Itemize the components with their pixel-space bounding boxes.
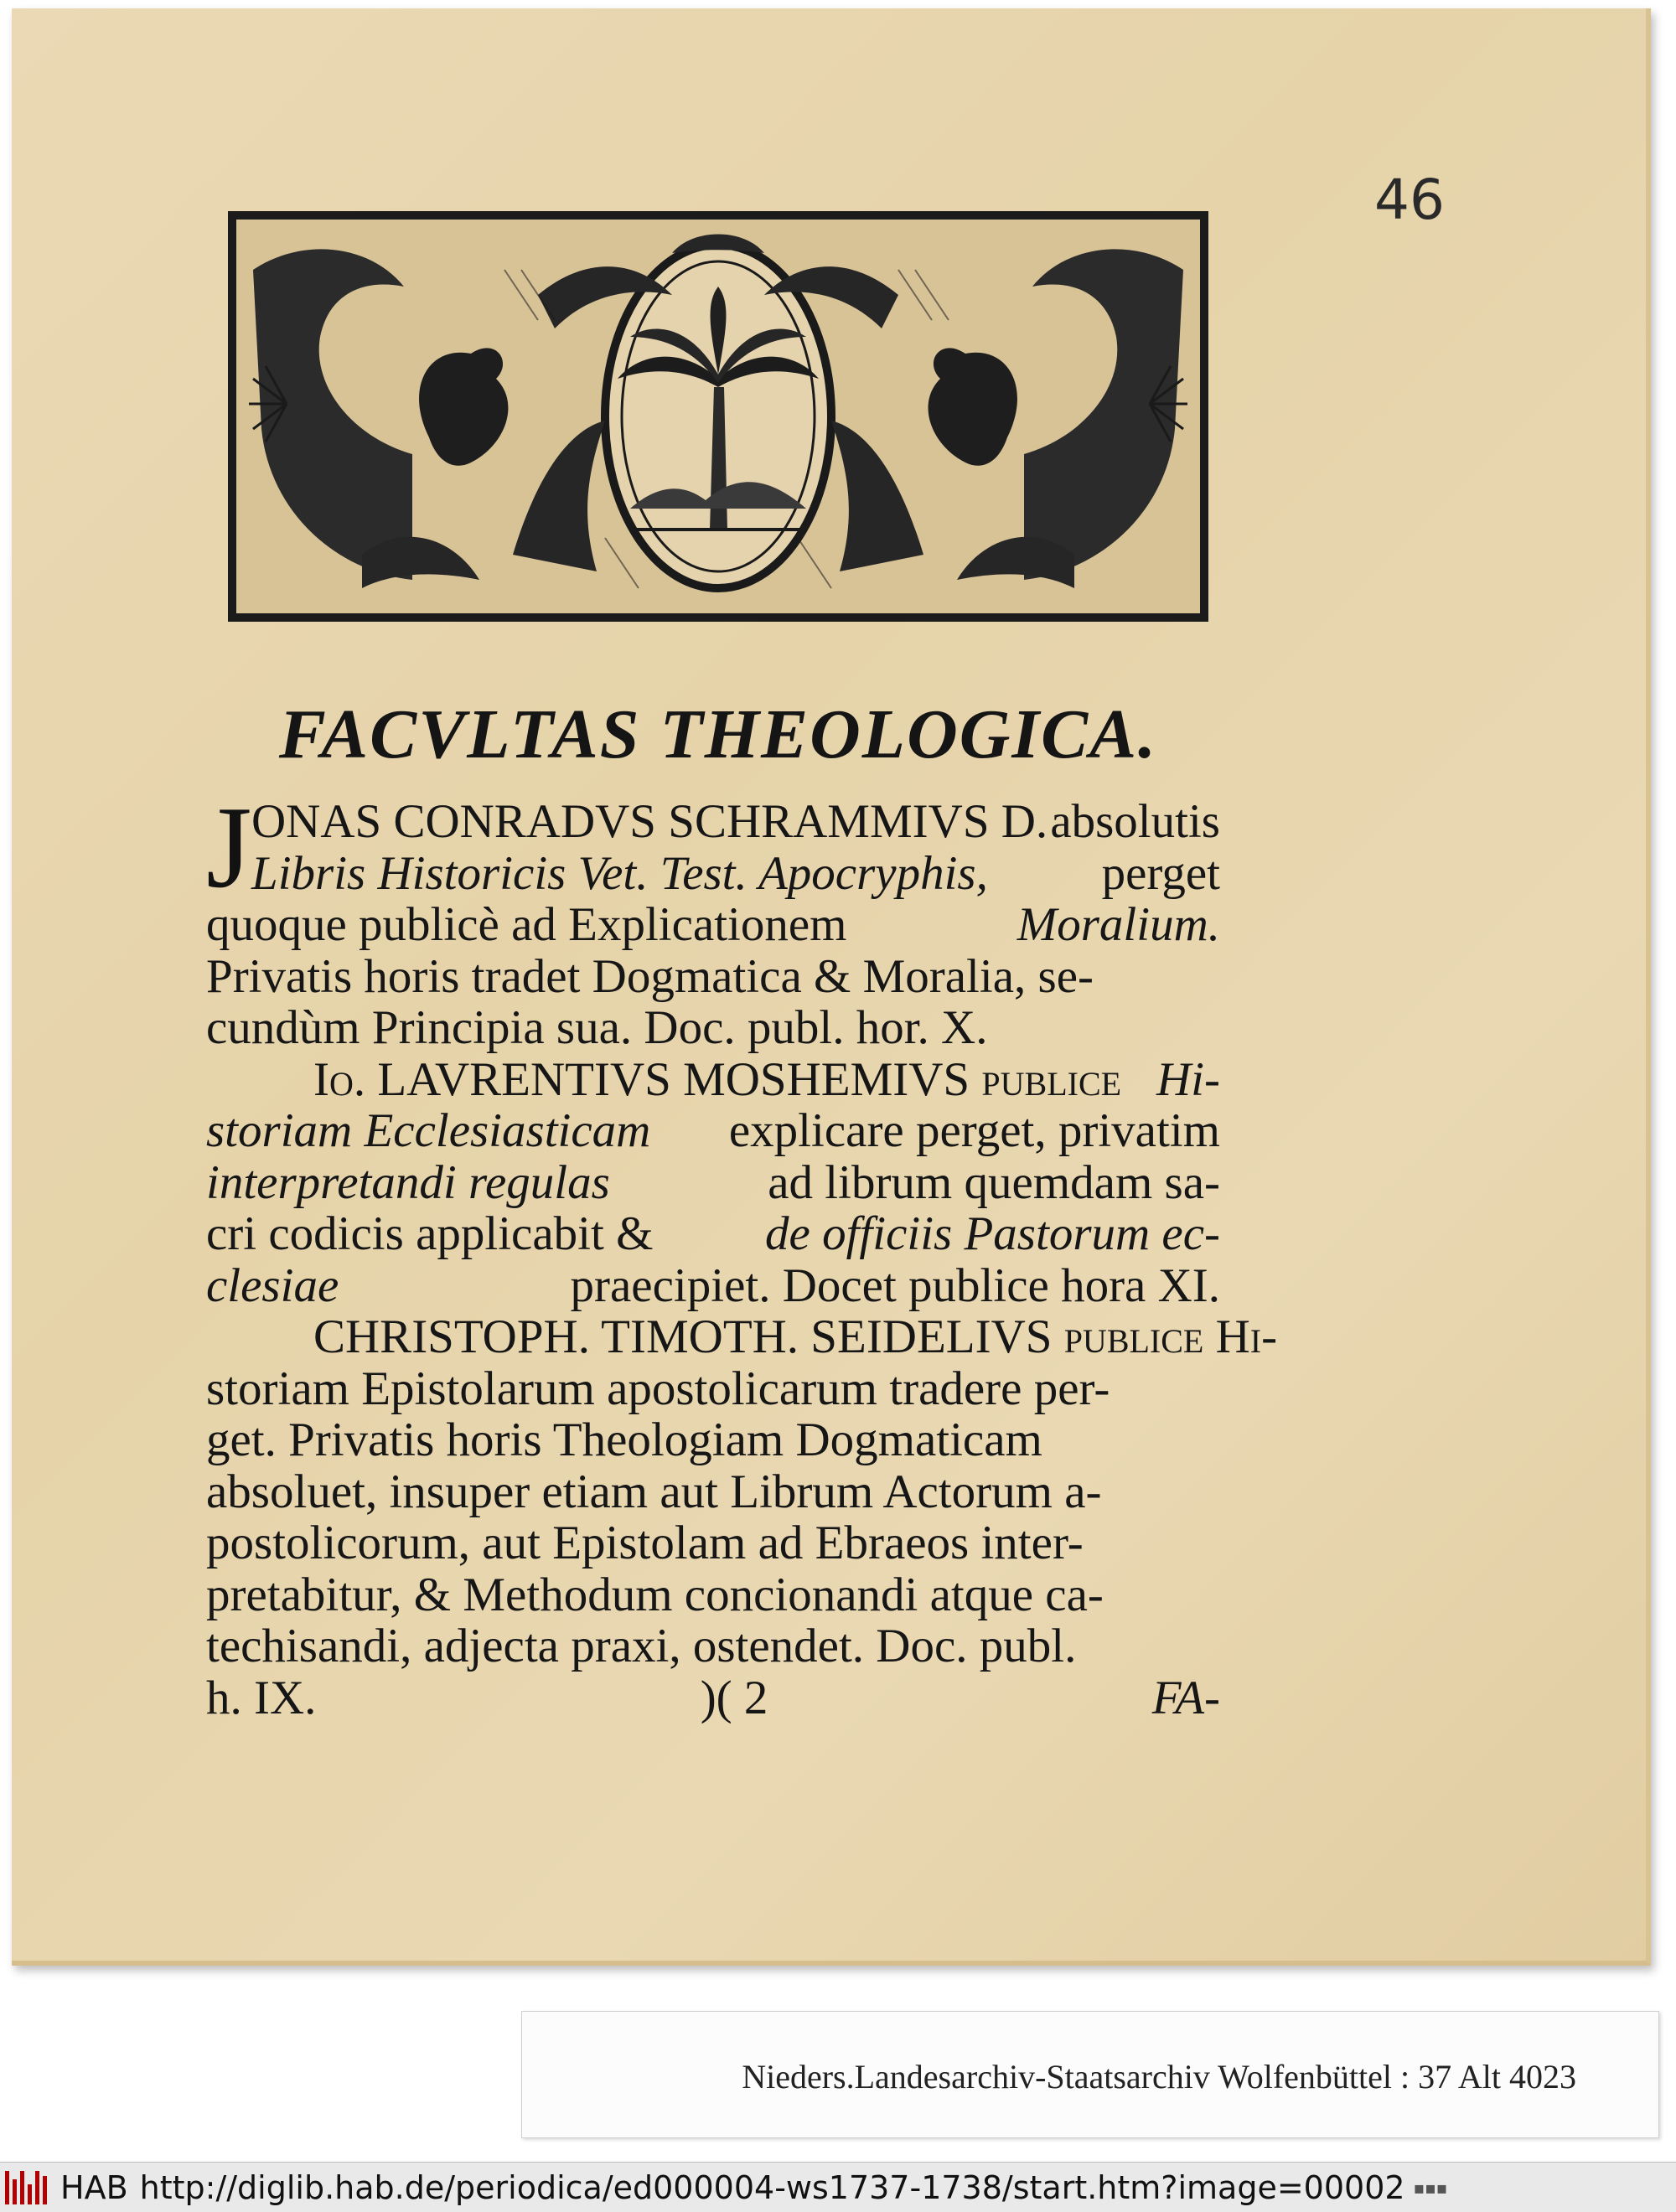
text-segment: pretabitur, & Methodum concionandi atque ca- — [206, 1568, 1104, 1621]
text-segment: CHRISTOPH. TIMOTH. SEIDELIVS publice Hi- — [313, 1310, 1278, 1363]
text-segment: explicare perget, privatim — [728, 1104, 1220, 1157]
text-segment: Libris Historicis Vet. Test. Apocryphis, — [251, 846, 988, 900]
text-line-12 — [206, 1363, 1220, 1415]
text-line-17 — [206, 1620, 1220, 1672]
text-line-14 — [206, 1466, 1220, 1518]
signature-mark: )( 2 — [700, 1671, 768, 1724]
text-segment: absolutis — [1050, 795, 1220, 848]
text-line-16 — [206, 1569, 1220, 1621]
text-segment: interpretandi regulas — [206, 1155, 610, 1209]
text-segment: get. Privatis horis Theologiam Dogmaticam — [206, 1414, 1042, 1466]
text-line-13 — [206, 1414, 1220, 1466]
text-segment: quoque publicè ad Explicationem — [206, 898, 847, 951]
body-text — [206, 783, 1278, 1724]
text-segment: cri codicis applicabit & — [206, 1207, 654, 1260]
text-line-8 — [206, 1157, 1220, 1209]
faculty-heading: FACVLTAS THEOLOGICA. — [278, 695, 1158, 773]
text-segment: Hi- — [1156, 1052, 1220, 1106]
text-line-11 — [206, 1310, 1278, 1363]
text-segment: cundùm Principia sua. Doc. publ. hor. X. — [206, 1001, 988, 1054]
status-bar — [0, 2162, 1676, 2212]
footer-text: h. IX. — [206, 1671, 317, 1724]
woodcut-ornament — [228, 211, 1208, 622]
page-footer — [206, 1672, 1220, 1724]
text-segment: clesiae — [206, 1258, 339, 1312]
page-number: 46 — [1374, 168, 1445, 232]
text-segment: Moralium. — [1016, 898, 1220, 951]
text-segment: Io. LAVRENTIVS MOSHEMIVS publice — [313, 1052, 1122, 1106]
text-line-9 — [206, 1208, 1220, 1260]
text-line-6 — [206, 1054, 1220, 1106]
text-segment: absoluet, insuper etiam aut Librum Actorum a- — [206, 1465, 1102, 1518]
text-line-4 — [206, 951, 1220, 1003]
text-segment: Privatis horis tradet Dogmatica & Moralia, se- — [206, 949, 1094, 1003]
text-segment: storiam Epistolarum apostolicarum tradere per- — [206, 1362, 1110, 1415]
catchword: FA- — [1151, 1671, 1220, 1724]
text-line-15 — [206, 1517, 1220, 1569]
text-segment: postolicorum, aut Epistolam ad Ebraeos inter- — [206, 1517, 1084, 1569]
hab-logo-text: HAB — [60, 2168, 128, 2206]
text-line-3 — [206, 899, 1220, 951]
hab-logo-icon — [5, 2171, 50, 2204]
text-segment: techisandi, adjecta praxi, ostendet. Doc. publ. — [206, 1620, 1077, 1672]
text-line-1 — [206, 796, 1220, 848]
drop-cap: J — [206, 783, 252, 912]
text-segment: de officiis Pastorum ec- — [765, 1207, 1220, 1260]
text-segment: storiam Ecclesiasticam — [206, 1104, 651, 1157]
ornament-image — [236, 220, 1200, 613]
text-line-7 — [206, 1105, 1220, 1157]
text-segment: perget — [1101, 846, 1220, 900]
page-url[interactable]: http://diglib.hab.de/periodica/ed000004-ws1737-1738/start.htm?image=00002 — [139, 2168, 1405, 2206]
text-segment: ONAS CONRADVS SCHRAMMIVS D. — [251, 795, 1048, 848]
text-segment: praecipiet. Docet publice hora XI. — [570, 1258, 1220, 1312]
text-line-10 — [206, 1260, 1220, 1312]
archive-label-text: Nieders.Landesarchiv-Staatsarchiv Wolfenbüttel : 37 Alt 4023 — [742, 2058, 1576, 2096]
text-segment: ad librum quemdam sa- — [768, 1155, 1220, 1209]
more-icon: ▪▪▪ — [1413, 2177, 1448, 2198]
text-line-2 — [206, 848, 1220, 900]
text-line-5 — [206, 1002, 1220, 1054]
archive-label — [521, 2011, 1659, 2138]
